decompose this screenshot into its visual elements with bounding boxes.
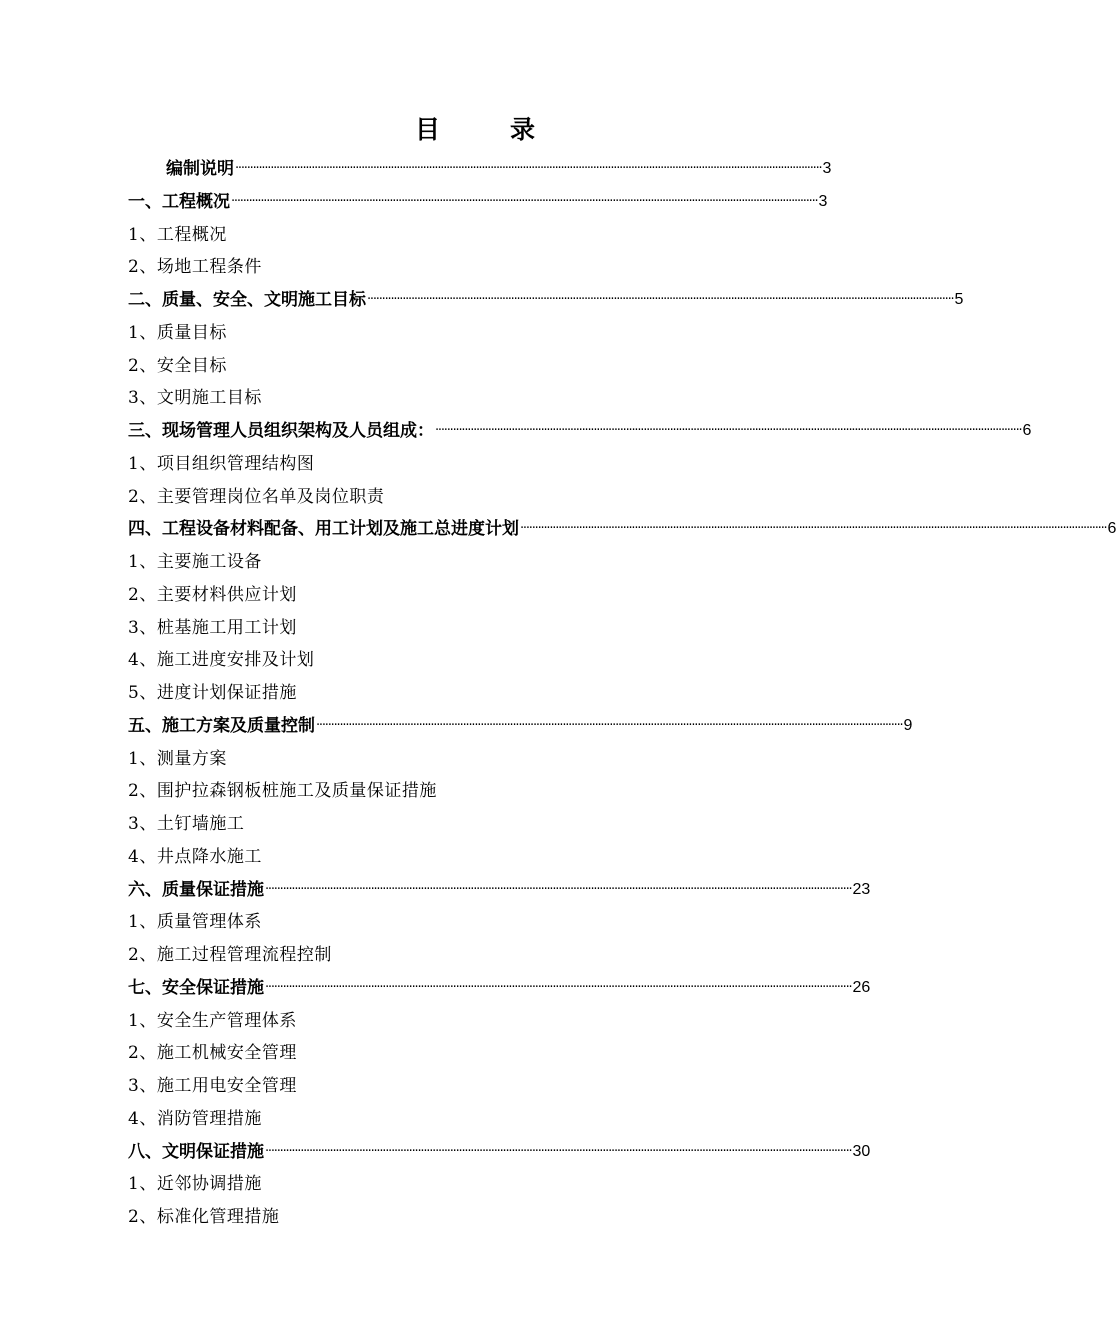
toc-subsection-entry[interactable] (128, 251, 768, 284)
toc-entry-label: 1、测量方案 (128, 748, 227, 769)
toc-subsection-entry[interactable] (128, 677, 768, 710)
toc-entry-label: 四、工程设备材料配备、用工计划及施工总进度计划 (128, 519, 519, 540)
toc-subsection-entry[interactable] (128, 939, 768, 972)
toc-dot-leader: ········································································································································································································ (520, 521, 1107, 537)
toc-subsection-entry[interactable] (128, 219, 768, 252)
toc-entry-label: 2、围护拉森钢板桩施工及质量保证措施 (128, 781, 437, 802)
toc-subsection-entry[interactable] (128, 317, 768, 350)
toc-section-entry[interactable] (128, 1136, 871, 1169)
toc-subsection-entry[interactable] (128, 743, 768, 776)
toc-subsection-entry[interactable] (128, 382, 768, 415)
toc-entry-label: 2、安全目标 (128, 355, 227, 376)
toc-subsection-entry[interactable] (128, 1201, 768, 1234)
toc-subsection-entry[interactable] (128, 1070, 768, 1103)
table-of-contents (128, 153, 1116, 1234)
page-title: 目录 (414, 115, 605, 144)
toc-section-entry[interactable] (128, 153, 832, 186)
toc-entry-label: 二、质量、安全、文明施工目标 (128, 290, 366, 310)
toc-subsection-entry[interactable] (128, 579, 768, 612)
toc-dot-leader: ········································································································································································································ (231, 193, 818, 209)
toc-entry-label: 1、项目组织管理结构图 (128, 453, 315, 474)
toc-subsection-entry[interactable] (128, 350, 768, 383)
toc-dot-leader: ········································································································································································································ (265, 881, 852, 897)
toc-dot-leader: ········································································································································································································ (265, 1143, 852, 1159)
toc-entry-label: 1、质量目标 (128, 322, 227, 343)
toc-dot-leader: ········································································································································································································ (435, 423, 1022, 438)
toc-entry-label: 1、近邻协调措施 (128, 1174, 262, 1195)
toc-subsection-entry[interactable] (128, 906, 768, 939)
toc-page-number: 6 (1022, 422, 1032, 439)
toc-entry-label: 4、井点降水施工 (128, 846, 262, 867)
toc-subsection-entry[interactable] (128, 808, 768, 841)
toc-subsection-entry[interactable] (128, 1005, 768, 1038)
toc-subsection-entry[interactable] (128, 644, 768, 677)
toc-subsection-entry[interactable] (128, 612, 768, 645)
toc-dot-leader: ········································································································································································································ (367, 292, 954, 307)
toc-entry-label: 3、桩基施工用工计划 (128, 617, 297, 638)
toc-section-entry[interactable] (128, 415, 1032, 448)
toc-section-entry[interactable] (128, 972, 871, 1005)
toc-entry-label: 五、施工方案及质量控制 (128, 715, 315, 736)
toc-entry-label: 1、安全生产管理体系 (128, 1010, 297, 1031)
toc-entry-label: 2、主要材料供应计划 (128, 584, 297, 605)
toc-entry-label: 2、场地工程条件 (128, 257, 262, 278)
toc-page-number: 26 (852, 978, 871, 996)
toc-section-entry[interactable] (128, 513, 1116, 546)
toc-entry-label: 八、文明保证措施 (128, 1141, 264, 1162)
toc-entry-label: 编制说明 (166, 159, 234, 179)
toc-section-entry[interactable] (128, 874, 871, 907)
toc-entry-label: 七、安全保证措施 (128, 977, 264, 998)
toc-subsection-entry[interactable] (128, 481, 768, 514)
toc-subsection-entry[interactable] (128, 546, 768, 579)
toc-subsection-entry[interactable] (128, 841, 768, 874)
toc-entry-label: 六、质量保证措施 (128, 879, 264, 900)
toc-entry-label: 2、主要管理岗位名单及岗位职责 (128, 486, 385, 507)
toc-section-entry[interactable] (128, 186, 828, 219)
toc-page-number: 6 (1107, 520, 1116, 538)
toc-page-number: 23 (852, 880, 871, 898)
toc-entry-label: 3、文明施工目标 (128, 388, 262, 409)
toc-page-number: 3 (818, 192, 828, 210)
toc-subsection-entry[interactable] (128, 1103, 768, 1136)
toc-subsection-entry[interactable] (128, 448, 768, 481)
toc-entry-label: 1、主要施工设备 (128, 552, 262, 572)
toc-subsection-entry[interactable] (128, 775, 768, 808)
toc-page-number: 30 (852, 1142, 871, 1160)
toc-entry-label: 4、消防管理措施 (128, 1108, 262, 1129)
toc-entry-label: 3、土钉墙施工 (128, 814, 245, 834)
toc-page-number: 5 (954, 291, 964, 308)
toc-entry-label: 2、施工过程管理流程控制 (128, 945, 332, 965)
toc-entry-label: 三、现场管理人员组织架构及人员组成： (128, 421, 434, 441)
toc-section-entry[interactable] (128, 710, 913, 743)
toc-entry-label: 一、工程概况 (128, 191, 230, 212)
toc-dot-leader: ········································································································································································································ (235, 161, 822, 176)
toc-entry-label: 1、质量管理体系 (128, 912, 262, 933)
toc-page-number: 9 (903, 716, 913, 734)
toc-subsection-entry[interactable] (128, 1037, 768, 1070)
toc-entry-label: 2、标准化管理措施 (128, 1207, 280, 1227)
toc-entry-label: 4、施工进度安排及计划 (128, 650, 315, 671)
toc-subsection-entry[interactable] (128, 1168, 768, 1201)
toc-entry-label: 1、工程概况 (128, 224, 227, 245)
toc-page-number: 3 (822, 160, 832, 177)
toc-entry-label: 5、进度计划保证措施 (128, 683, 297, 703)
toc-dot-leader: ········································································································································································································ (316, 717, 903, 733)
toc-dot-leader: ········································································································································································································ (265, 979, 852, 995)
toc-entry-label: 2、施工机械安全管理 (128, 1043, 297, 1064)
toc-entry-label: 3、施工用电安全管理 (128, 1076, 297, 1096)
toc-section-entry[interactable] (128, 284, 964, 317)
